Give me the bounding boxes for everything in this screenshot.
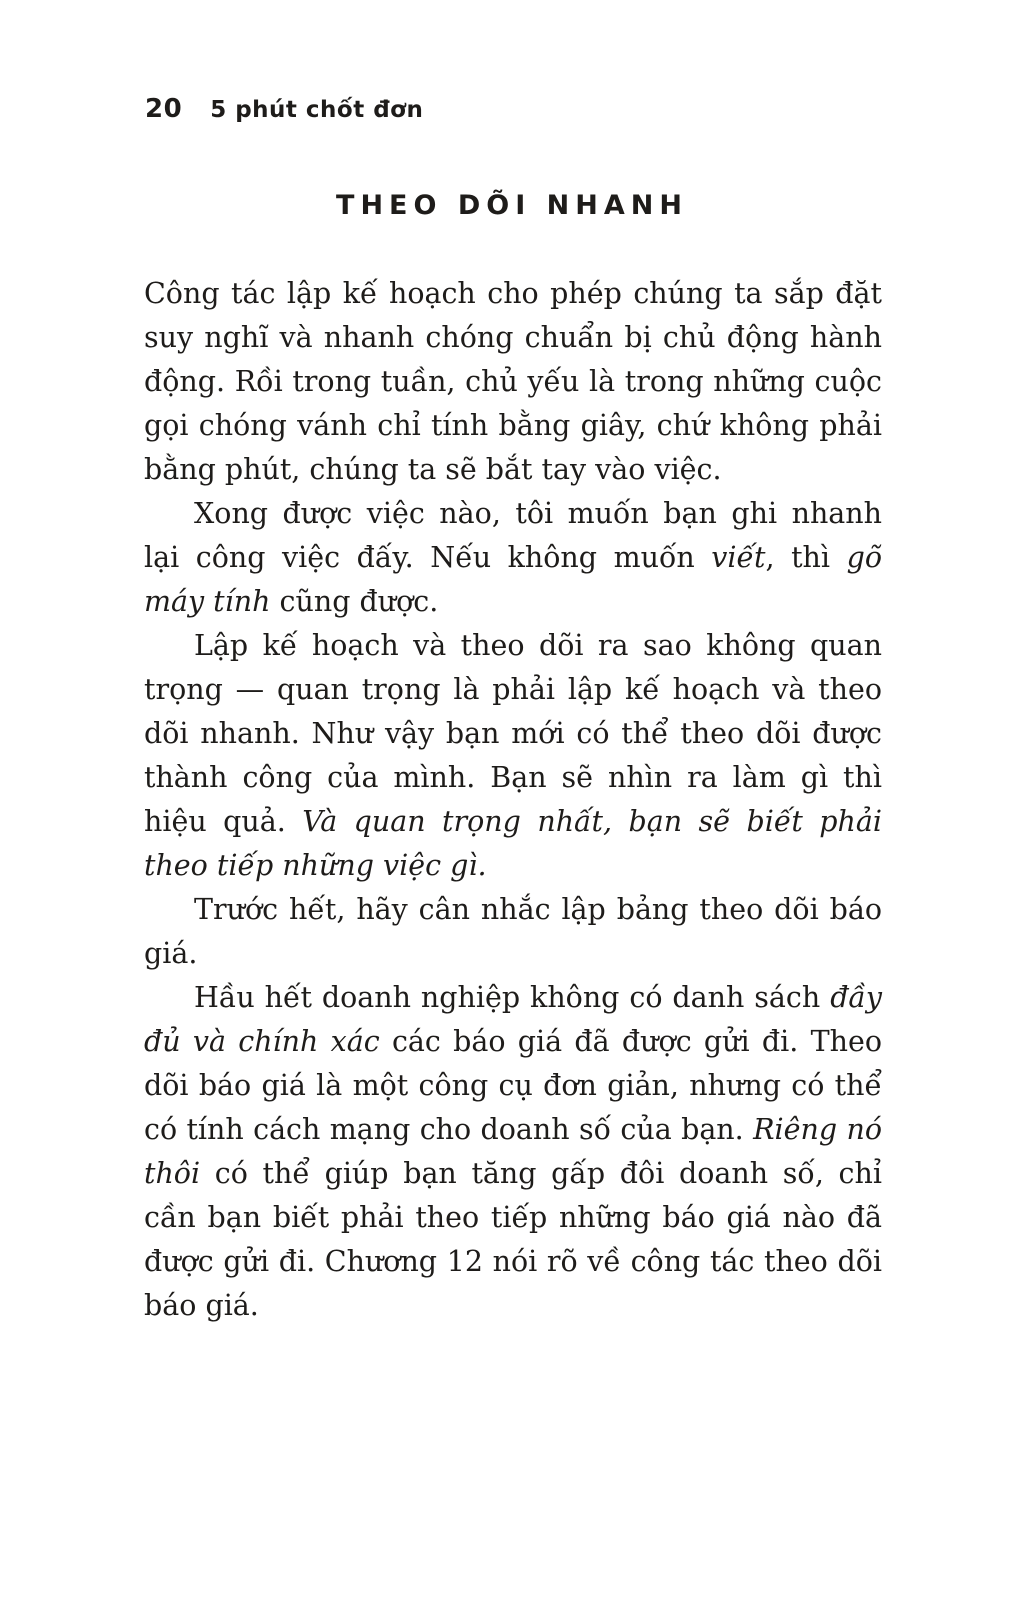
text-run: Xong được việc nào, tôi muốn bạn ghi nhanh lại công việc đấy. Nếu không muốn <box>144 497 882 574</box>
italic-text-run: viết <box>711 541 766 574</box>
page-header <box>145 94 423 124</box>
text-run: Công tác lập kế hoạch cho phép chúng ta sắp đặt suy nghĩ và nhanh chóng chuẩn bị chủ động hành động. Rồi trong tuần, chủ yếu là trong những cuộc gọi chóng vánh chỉ tính bằng giây, chứ không phải bằng phút, chúng ta sẽ bắt tay vào việc. <box>144 277 882 486</box>
text-run: cũng được. <box>270 585 439 618</box>
page-number: 20 <box>145 94 183 124</box>
text-run: có thể giúp bạn tăng gấp đôi doanh số, chỉ cần bạn biết phải theo tiếp những báo giá nào đã được gửi đi. Chương 12 nói rõ về công tác theo dõi báo giá. <box>144 1157 882 1322</box>
paragraph <box>144 976 882 1328</box>
body-text <box>144 272 882 1328</box>
running-title: 5 phút chốt đơn <box>210 97 424 123</box>
paragraph <box>144 272 882 492</box>
paragraph <box>144 492 882 624</box>
text-run: các báo giá đã được gửi đi. Theo dõi báo giá là một công cụ đơn giản, nhưng có thể có tính cách mạng cho doanh số của bạn. <box>144 1025 882 1146</box>
section-title: THEO DÕI NHANH <box>336 190 688 221</box>
text-run: Trước hết, hãy cân nhắc lập bảng theo dõi báo giá. <box>144 893 882 970</box>
italic-text-run: gõ máy tính <box>144 541 882 618</box>
text-run: Lập kế hoạch và theo dõi ra sao không quan trọng — quan trọng là phải lập kế hoạch và theo dõi nhanh. Như vậy bạn mới có thể theo dõi được thành công của mình. Bạn sẽ nhìn ra làm gì thì hiệu quả. <box>144 629 882 838</box>
text-run: Hầu hết doanh nghiệp không có danh sách <box>194 981 831 1014</box>
italic-text-run: Riêng nó thôi <box>144 1113 882 1190</box>
paragraph <box>144 888 882 976</box>
text-run: , thì <box>765 541 847 574</box>
italic-text-run: đầy đủ và chính xác <box>144 981 882 1058</box>
paragraph <box>144 624 882 888</box>
italic-text-run: Và quan trọng nhất, bạn sẽ biết phải theo tiếp những việc gì. <box>144 805 882 882</box>
